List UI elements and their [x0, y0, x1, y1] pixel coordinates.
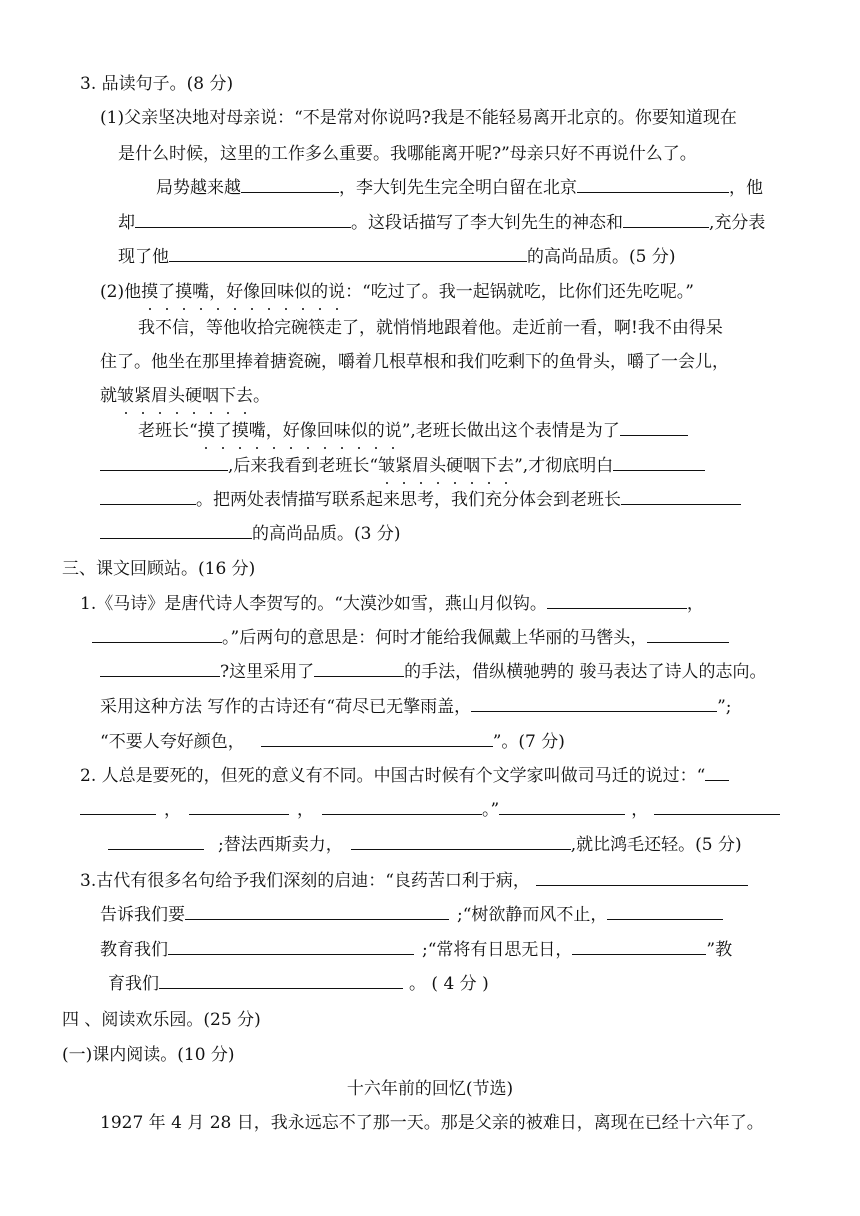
text: ， — [686, 594, 704, 614]
fill-line — [80, 764, 729, 788]
text: 老班长“ — [138, 421, 198, 441]
emphasis-char: 似 — [294, 282, 312, 302]
emphasis-char: 紧 — [134, 386, 151, 406]
answer-blank[interactable] — [185, 903, 449, 920]
text: ”,才彻底明白 — [514, 456, 614, 476]
emphasis-char: 的 — [367, 421, 385, 441]
subsection-heading: (一)课内阅读。(10 分) — [62, 1045, 235, 1065]
text: (2)他 — [100, 282, 142, 302]
text: 。”后两句的意思是：何时才能给我佩戴上华丽的马辔头， — [222, 628, 648, 648]
text: 的高尚品质。(5 分) — [527, 247, 676, 267]
text: ”,老班长做出这个表情是为了 — [401, 421, 620, 441]
emphasis-char: 说 — [328, 282, 346, 302]
text: ,就比鸿毛还轻。(5 分) — [570, 835, 742, 855]
emphasis-char: 头 — [429, 456, 447, 476]
text: 的手法，借纵横驰骋的 骏马表达了诗人的志向。 — [404, 662, 767, 682]
sentence-text — [100, 280, 694, 304]
text: 采用这种方法 写作的古诗还有“荷尽已无擎雨盖， — [100, 697, 472, 717]
answer-blank[interactable] — [621, 488, 741, 505]
answer-blank[interactable] — [654, 798, 780, 815]
section-heading: 四 、阅读欢乐园。(25 分) — [62, 1010, 261, 1030]
emphasis-char: 头 — [168, 386, 185, 406]
fill-line — [80, 592, 704, 616]
emphasis-char: 眉 — [412, 456, 430, 476]
answer-blank[interactable] — [100, 454, 228, 471]
emphasis-char: 摸 — [175, 282, 193, 302]
text: ， — [164, 800, 181, 820]
fill-line — [100, 730, 565, 754]
dotted-emphasis — [198, 421, 402, 441]
emphasis-char: 像 — [243, 282, 261, 302]
text: 的高尚品质。(3 分) — [252, 524, 401, 544]
fill-line — [92, 626, 729, 650]
answer-blank[interactable] — [471, 695, 717, 712]
text: 。把两处表情描写联系起来思考，我们充分体会到老班长 — [196, 490, 621, 510]
text: 。这段话描写了李大钊先生的神态和 — [351, 213, 623, 233]
emphasis-char: 皱 — [117, 386, 134, 406]
emphasis-char: 回 — [260, 282, 278, 302]
text: 。 ( 4 分 ) — [409, 974, 489, 994]
emphasis-char: 咽 — [463, 456, 481, 476]
text: 1.《马诗》是唐代诗人李贺写的。“大漠沙如雪，燕山月似钩。 — [80, 594, 547, 614]
emphasis-char: 说 — [384, 421, 402, 441]
answer-blank[interactable] — [169, 245, 527, 262]
answer-blank[interactable] — [613, 454, 705, 471]
emphasis-char: 去 — [236, 386, 253, 406]
text: 教育我们 — [100, 940, 168, 960]
answer-blank[interactable] — [100, 522, 252, 539]
answer-blank[interactable] — [189, 798, 289, 815]
answer-blank[interactable] — [100, 488, 196, 505]
answer-blank[interactable] — [314, 660, 404, 677]
emphasis-char: ， — [265, 421, 283, 441]
section-heading: 三、课文回顾站。(16 分) — [62, 559, 256, 579]
sentence-text — [100, 384, 270, 408]
text: ?这里采用了 — [220, 662, 315, 682]
emphasis-char: 摸 — [141, 282, 159, 302]
emphasis-char: 好 — [282, 421, 300, 441]
text: ;替法西斯卖力， — [218, 835, 343, 855]
answer-blank[interactable] — [261, 730, 493, 747]
answer-blank[interactable] — [705, 764, 729, 781]
text: 。 — [253, 386, 270, 406]
text: ”; — [717, 697, 732, 717]
answer-blank[interactable] — [607, 903, 723, 920]
emphasis-char: ， — [209, 282, 227, 302]
text: ,后来我看到老班长“ — [228, 456, 379, 476]
answer-blank[interactable] — [647, 626, 729, 643]
fill-line — [100, 522, 400, 546]
answer-blank[interactable] — [108, 833, 204, 850]
answer-blank[interactable] — [351, 833, 571, 850]
text: ， — [297, 800, 314, 820]
text: 却 — [118, 213, 135, 233]
text: 3.古代有很多名句给予我们深刻的启迪：“良药苦口利于病， — [80, 871, 530, 891]
fill-line — [108, 833, 742, 857]
fill-line — [118, 211, 765, 235]
answer-blank[interactable] — [572, 938, 706, 955]
sentence-text: (1)父亲坚决地对母亲说：“不是常对你说吗?我是不能轻易离开北京的。你要知道现在 — [100, 108, 737, 128]
answer-blank[interactable] — [536, 869, 748, 886]
fill-line — [108, 972, 489, 996]
answer-blank[interactable] — [92, 626, 222, 643]
emphasis-char: 下 — [219, 386, 236, 406]
answer-blank[interactable] — [135, 211, 351, 228]
dotted-emphasis — [117, 386, 253, 406]
emphasis-char: 味 — [333, 421, 351, 441]
text: 育我们 — [108, 974, 159, 994]
fill-line — [100, 903, 723, 927]
answer-blank[interactable] — [322, 798, 482, 815]
answer-blank[interactable] — [577, 176, 729, 193]
sentence-text: 是什么时候，这里的工作多么重要。我哪能离开呢?”母亲只好不再说什么了。 — [118, 144, 697, 164]
answer-blank[interactable] — [620, 419, 688, 436]
fill-line — [156, 176, 763, 200]
text: 就 — [100, 386, 117, 406]
text: 告诉我们要 — [100, 905, 185, 925]
fill-line — [118, 245, 675, 269]
fill-line — [100, 660, 767, 684]
text: 2. 人总是要死的，但死的意义有不同。中国古时候有个文学家叫做司马迁的说过：“ — [80, 766, 706, 786]
answer-blank[interactable] — [623, 211, 709, 228]
emphasis-char: 眉 — [151, 386, 168, 406]
question-heading: 3. 品读句子。(8 分) — [80, 74, 234, 94]
text: ;“树欲静而风不止， — [457, 905, 608, 925]
text: ，他 — [729, 178, 763, 198]
fill-line — [100, 938, 732, 962]
text: 现了他 — [118, 247, 169, 267]
emphasis-char: 下 — [480, 456, 498, 476]
emphasis-char: 味 — [277, 282, 295, 302]
emphasis-char: 回 — [316, 421, 334, 441]
text: 。” — [482, 800, 500, 820]
answer-blank[interactable] — [499, 798, 625, 815]
emphasis-char: 的 — [311, 282, 329, 302]
fill-line — [100, 454, 705, 478]
emphasis-char: 嘴 — [248, 421, 266, 441]
emphasis-char: 摸 — [231, 421, 249, 441]
emphasis-char: 嘴 — [192, 282, 210, 302]
fill-line — [80, 798, 780, 822]
answer-blank[interactable] — [547, 592, 687, 609]
answer-blank[interactable] — [241, 176, 339, 193]
text: ,充分表 — [709, 213, 766, 233]
sentence-text: 我不信，等他收拾完碗筷走了，就悄悄地跟着他。走近前一看，啊!我不由得呆 — [138, 318, 723, 338]
dotted-emphasis — [141, 282, 345, 302]
answer-blank[interactable] — [80, 798, 156, 815]
dotted-emphasis — [378, 456, 514, 476]
text: “不要人夸好颜色， — [100, 732, 245, 752]
emphasis-char: 好 — [226, 282, 244, 302]
emphasis-char: 硬 — [185, 386, 202, 406]
fill-line — [100, 695, 732, 719]
fill-line — [80, 869, 748, 893]
emphasis-char: 了 — [214, 421, 232, 441]
sentence-text: 住了。他坐在那里捧着搪瓷碗，嚼着几根草根和我们吃剩下的鱼骨头，嚼了一会儿， — [100, 352, 729, 372]
passage-text: 1927 年 4 月 28 日，我永远忘不了那一天。那是父亲的被难日，离现在已经十六年了。 — [100, 1113, 764, 1133]
text: ，李大钊先生完全明白留在北京 — [339, 178, 577, 198]
emphasis-char: 咽 — [202, 386, 219, 406]
emphasis-char: 紧 — [395, 456, 413, 476]
text: ：“吃过了。我一起锅就吃，比你们还先吃呢。” — [345, 282, 694, 302]
text: ”教 — [706, 940, 733, 960]
answer-blank[interactable] — [100, 660, 220, 677]
emphasis-char: 硬 — [446, 456, 464, 476]
emphasis-char: 去 — [497, 456, 515, 476]
fill-line — [100, 488, 741, 512]
emphasis-char: 摸 — [197, 421, 215, 441]
text: ;“常将有日思无日， — [422, 940, 573, 960]
emphasis-char: 似 — [350, 421, 368, 441]
emphasis-char: 像 — [299, 421, 317, 441]
text: ”。(7 分) — [492, 732, 565, 752]
emphasis-char: 了 — [158, 282, 176, 302]
emphasis-char: 皱 — [378, 456, 396, 476]
passage-title: 十六年前的回忆(节选) — [346, 1079, 514, 1099]
text: 局势越来越 — [156, 178, 241, 198]
text: ， — [631, 800, 649, 820]
answer-blank[interactable] — [168, 938, 414, 955]
fill-line — [138, 419, 688, 443]
answer-blank[interactable] — [159, 972, 403, 989]
